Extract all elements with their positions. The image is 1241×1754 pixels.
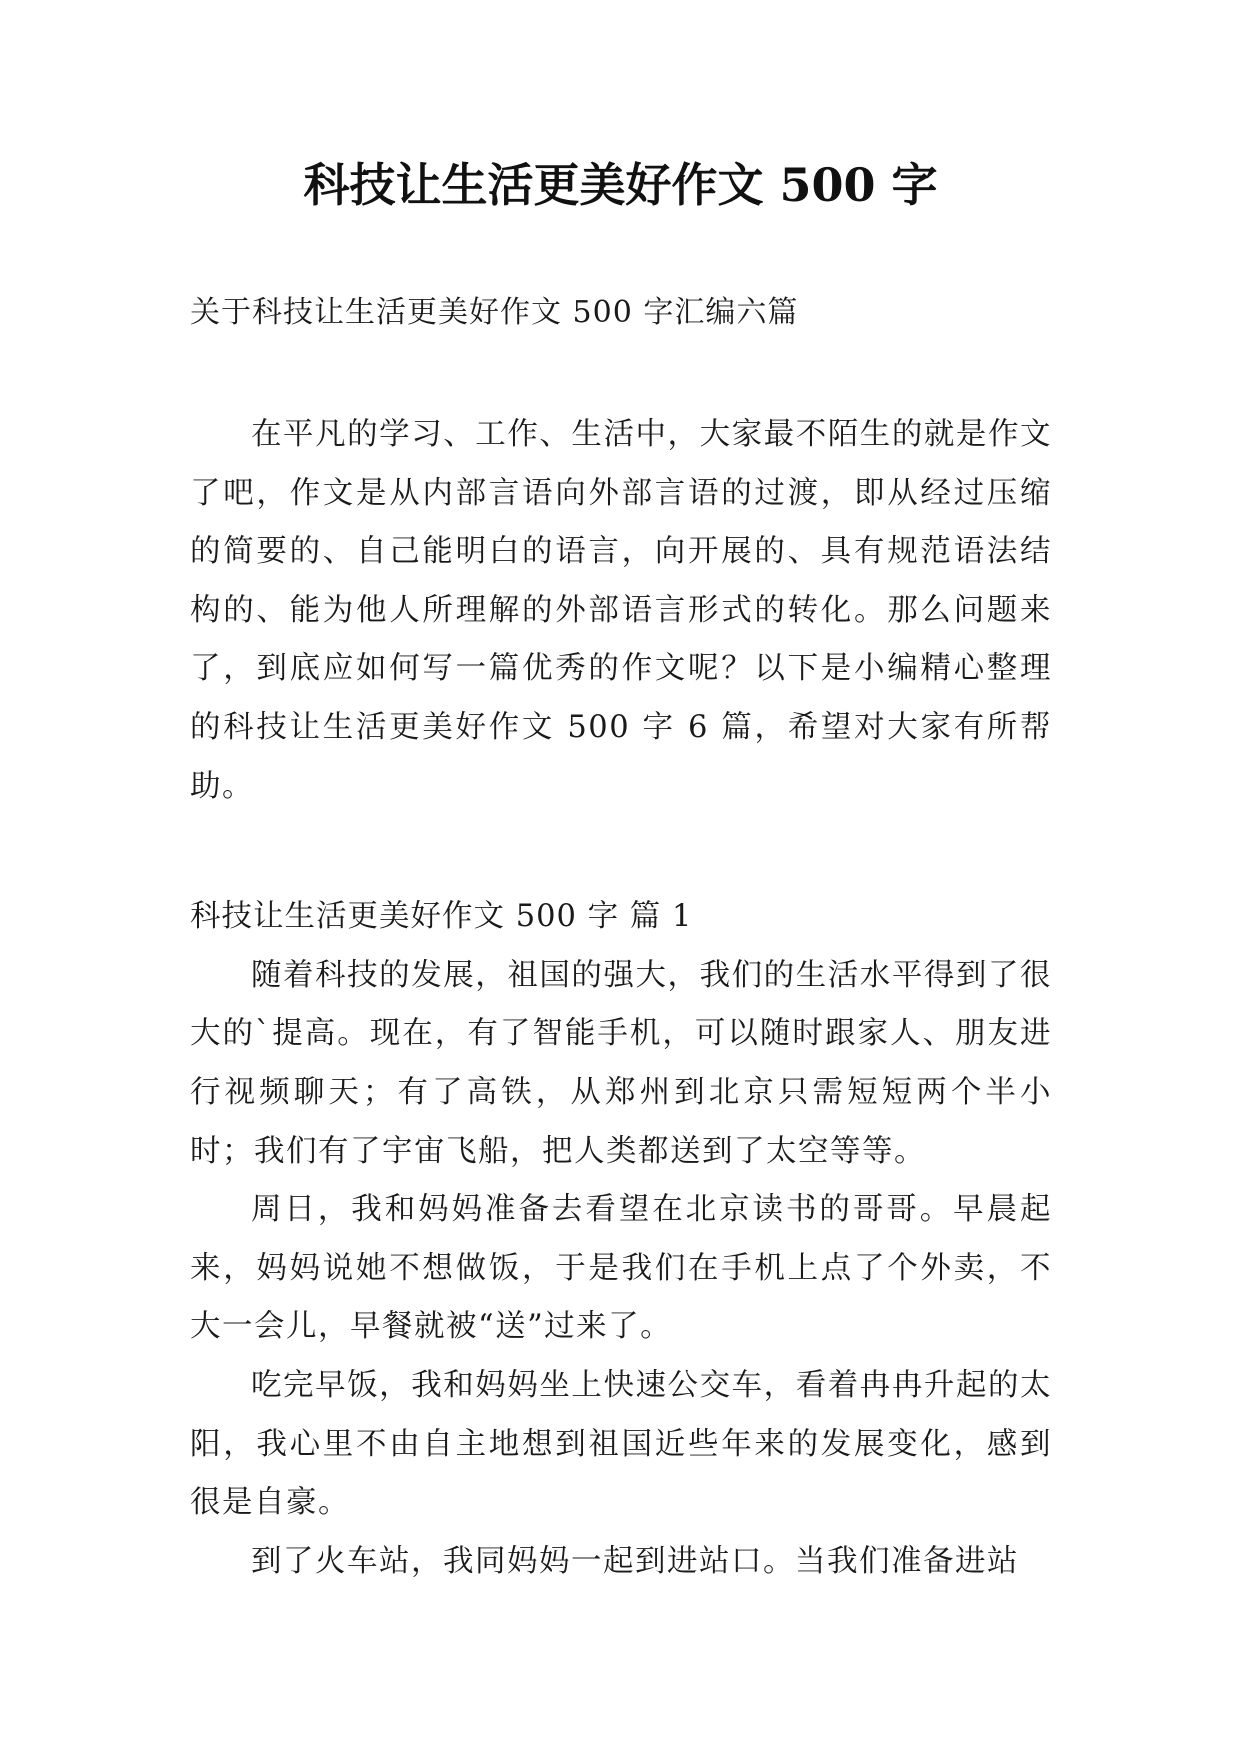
- body-paragraph: 到了火车站，我同妈妈一起到进站口。当我们准备进站: [251, 1543, 1019, 1579]
- document-title: 科技让生活更美好作文 500 字: [303, 158, 938, 212]
- document-subtitle: 关于科技让生活更美好作文 500 字汇编六篇: [190, 295, 799, 330]
- intro-paragraph: 在平凡的学习、工作、生活中，大家最不陌生的就是作文了吧，作文是从内部言语向外部言语的过渡，即从经过压缩的简要的、自己能明白的语言，向开展的、具有规范语法结构的、能为他人所理解的外部语言形式的转化。那么问题来了，到底应如何写一篇优秀的作文呢？以下是小编精心整理的科技让生活更美好作文 500 字 6 篇，希望对大家有所帮助。: [190, 417, 1052, 804]
- body-paragraph: 随着科技的发展，祖国的强大，我们的生活水平得到了很大的`提高。现在，有了智能手机，可以随时跟家人、朋友进行视频聊天；有了高铁，从郑州到北京只需短短两个半小时；我们有了宇宙飞船，把人类都送到了太空等等。: [190, 957, 1052, 1169]
- section-spacer: [190, 816, 1052, 888]
- section-heading: 科技让生活更美好作文 500 字 篇 1: [190, 899, 693, 935]
- document-body: [190, 406, 1052, 1591]
- body-paragraph: 周日，我和妈妈准备去看望在北京读书的哥哥。早晨起来，妈妈说她不想做饭，于是我们在手机上点了个外卖，不大一会儿，早餐就被“送”过来了。: [190, 1192, 1052, 1345]
- body-paragraph: 吃完早饭，我和妈妈坐上快速公交车，看着冉冉升起的太阳，我心里不由自主地想到祖国近些年来的发展变化，感到很是自豪。: [190, 1367, 1052, 1521]
